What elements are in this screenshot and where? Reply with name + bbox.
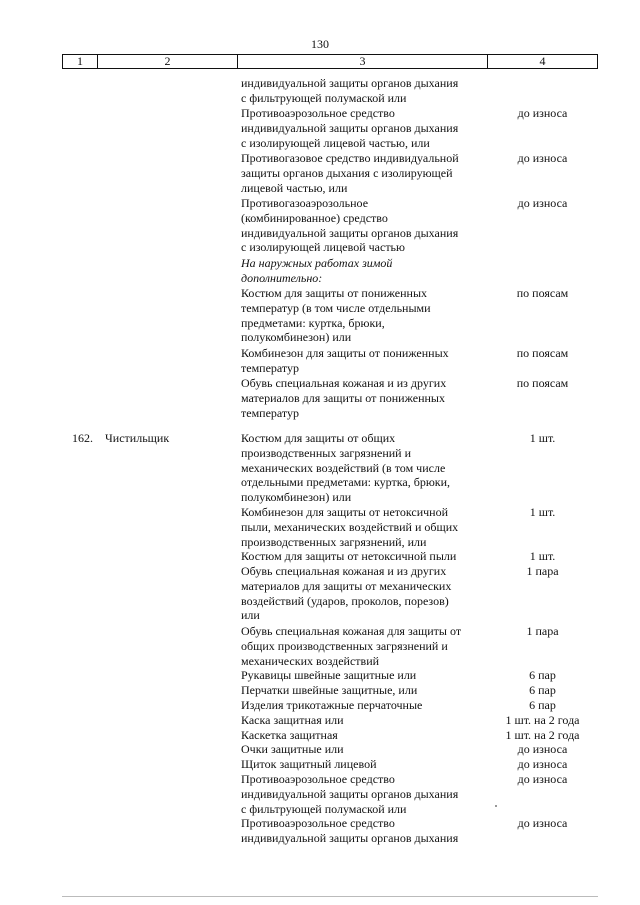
profession-name: Чистильщик xyxy=(105,431,170,445)
item-quantity: 6 пар xyxy=(529,698,556,712)
item-description: На наружных работах зимой дополнительно: xyxy=(241,256,393,285)
bottom-rule xyxy=(62,896,598,897)
item-quantity: по поясам xyxy=(516,286,569,300)
item-quantity: 1 шт. xyxy=(529,431,556,445)
item-description: Комбинезон для защиты от пониженных температур xyxy=(241,346,449,375)
item-quantity: 1 шт. на 2 года xyxy=(505,713,580,727)
item-description: Противоаэрозольное средство индивидуальной защиты органов дыхания с изолирующей лицевой частью, или xyxy=(241,106,459,150)
item-quantity: до износа xyxy=(517,757,568,771)
scan-artifact xyxy=(495,805,497,807)
item-description: Перчатки швейные защитные, или xyxy=(241,683,418,697)
header-col-2: 2 xyxy=(164,54,171,68)
header-col-4: 4 xyxy=(539,54,546,68)
table-header xyxy=(62,54,598,69)
item-quantity: до износа xyxy=(517,772,568,786)
item-description: Костюм для защиты от общих производственных загрязнений и механических воздействий (в том числе отдельными предметами: куртка, брюки, полукомбинезон) или xyxy=(241,431,451,505)
item-quantity: до износа xyxy=(517,196,568,210)
item-description: Каскетка защитная xyxy=(241,728,338,742)
item-description: Комбинезон для защиты от нетоксичной пыли, механических воздействий и общих производственных загрязнений, или xyxy=(241,505,459,549)
item-quantity: 1 пара xyxy=(526,564,559,578)
item-description: Каска защитная или xyxy=(241,713,344,727)
item-description: индивидуальной защиты органов дыхания с фильтрующей полумаской или xyxy=(241,76,459,105)
item-description: Рукавицы швейные защитные или xyxy=(241,668,417,682)
item-quantity: до износа xyxy=(517,816,568,830)
item-quantity: 6 пар xyxy=(529,683,556,697)
page-number: 130 xyxy=(311,37,329,51)
item-description: Костюм для защиты от нетоксичной пыли xyxy=(241,549,457,563)
item-description: Щиток защитный лицевой xyxy=(241,757,377,771)
item-description: Костюм для защиты от пониженных температур (в том числе отдельными предметами: куртка, брюки, полукомбинезон) или xyxy=(241,286,431,345)
item-quantity: 1 шт. xyxy=(529,549,556,563)
item-description: Противогазовое средство индивидуальной защиты органов дыхания с изолирующей лицевой частью, или xyxy=(241,151,459,195)
item-quantity: до износа xyxy=(517,106,568,120)
item-quantity: 6 пар xyxy=(529,668,556,682)
item-quantity: до износа xyxy=(517,742,568,756)
item-quantity: 1 пара xyxy=(526,624,559,638)
item-quantity: по поясам xyxy=(516,346,569,360)
item-quantity: по поясам xyxy=(516,376,569,390)
header-col-3: 3 xyxy=(359,54,366,68)
item-description: Противогазоаэрозольное (комбинированное) средство индивидуальной защиты органов дыхания с изолирующей лицевой частью xyxy=(241,196,459,255)
item-quantity: до износа xyxy=(517,151,568,165)
row-number: 162. xyxy=(72,431,93,445)
item-quantity: 1 шт. на 2 года xyxy=(505,728,580,742)
header-col-1: 1 xyxy=(77,54,83,68)
item-description: Обувь специальная кожаная для защиты от общих производственных загрязнений и механических воздействий xyxy=(241,624,462,668)
item-description: Обувь специальная кожаная и из других материалов для защиты от пониженных температур xyxy=(241,376,447,420)
item-description: Очки защитные или xyxy=(241,742,344,756)
item-description: Изделия трикотажные перчаточные xyxy=(241,698,423,712)
item-description: Противоаэрозольное средство индивидуальной защиты органов дыхания с фильтрующей полумаской или xyxy=(241,772,459,816)
item-description: Противоаэрозольное средство индивидуальной защиты органов дыхания xyxy=(241,816,459,845)
item-quantity: 1 шт. xyxy=(529,505,556,519)
item-description: Обувь специальная кожаная и из других материалов для защиты от механических воздействий (ударов, проколов, порезов) или xyxy=(241,564,452,623)
